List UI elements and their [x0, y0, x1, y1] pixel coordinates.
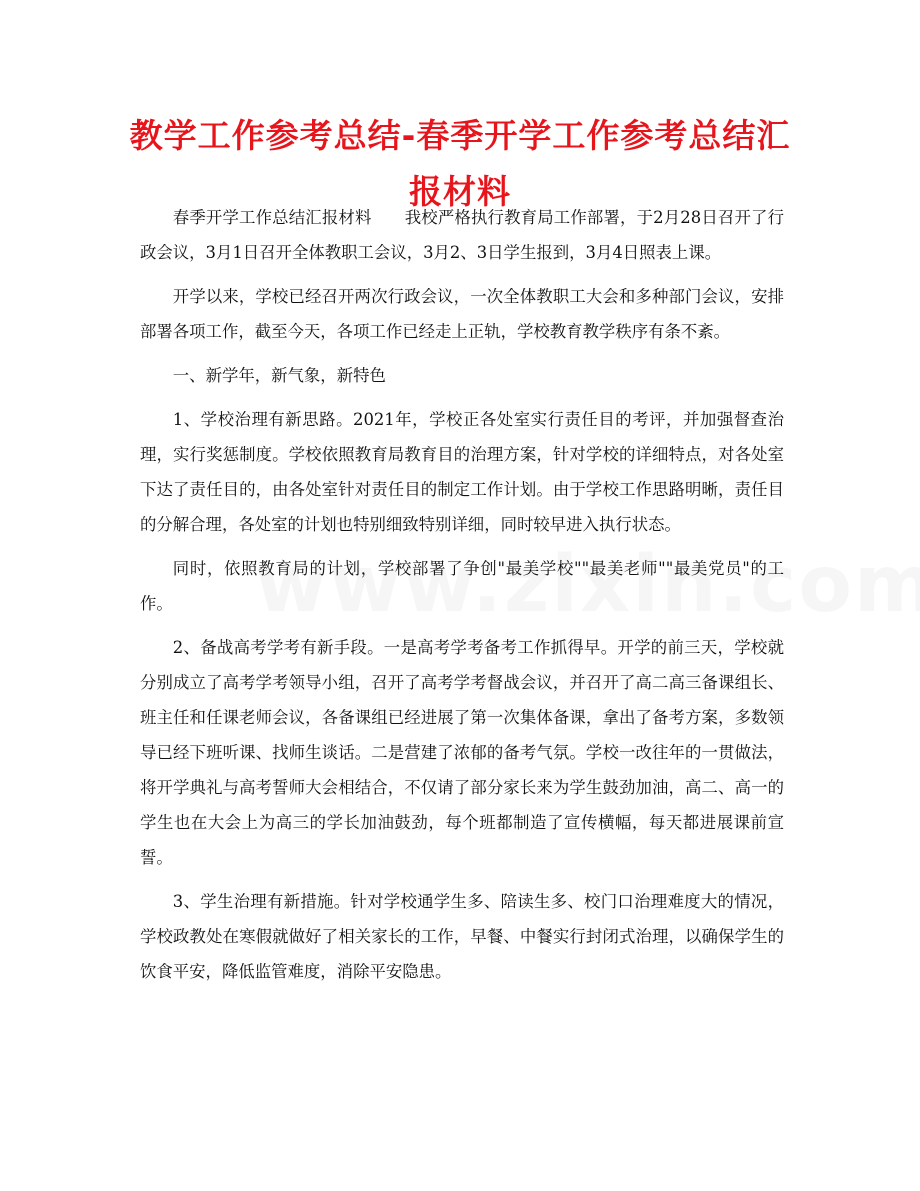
document-title: 教学工作参考总结-春季开学工作参考总结汇报材料: [129, 116, 791, 211]
paragraph-management: 1、学校治理有新思路。2021年，学校正各处室实行责任目的考评，并加强督查治理，实行奖惩制度。学校依照教育局教育目的治理方案，针对学校的详细特点，对各处室下达了责任目的，由各处室针对责任目的制定工作计划。由于学校工作思路明晰，责任目的分解合理，各处室的计划也特别细致特别详细，同时较早进入执行状态。: [140, 410, 784, 534]
paragraph-exam-prep: 2、备战高考学考有新手段。一是高考学考备考工作抓得早。开学的前三天，学校就分别成立了高考学考领导小组，召开了高考学考督战会议，并召开了高二高三备课组长、班主任和任课老师会议，各备课组已经进展了第一次集体备课，拿出了备考方案，多数领导已经下班听课、找师生谈话。二是营建了浓郁的备考气氛。学校一改往年的一贯做法，将开学典礼与高考誓师大会相结合，不仅请了部分家长来为学生鼓劲加油，高二、高一的学生也在大会上为高三的学长加油鼓劲，每个班都制造了宣传横幅，每天都进展课前宣誓。: [140, 638, 784, 867]
paragraph-student-management: 3、学生治理有新措施。针对学校通学生多、陪读生多、校门口治理难度大的情况，学校政教处在寒假就做好了相关家长的工作，早餐、中餐实行封闭式治理，以确保学生的饮食平安，降低监管难度，消除平安隐患。: [140, 892, 784, 981]
paragraph-overview: 开学以来，学校已经召开两次行政会议，一次全体教职工大会和多种部门会议，安排部署各项工作，截至今天，各项工作已经走上正轨，学校教育教学秩序有条不紊。: [140, 287, 784, 341]
document-body: [140, 200, 784, 998]
paragraph-campaign: 同时，依照教育局的计划，学校部署了争创"最美学校""最美老师""最美党员"的工作。: [140, 559, 784, 613]
paragraph-intro: 春季开学工作总结汇报材料 我校严格执行教育局工作部署，于2月28日召开了行政会议，3月1日召开全体教职工会议，3月2、3日学生报到，3月4日照表上课。: [140, 208, 784, 262]
section-heading-1: 一、新学年，新气象，新特色: [172, 366, 386, 385]
